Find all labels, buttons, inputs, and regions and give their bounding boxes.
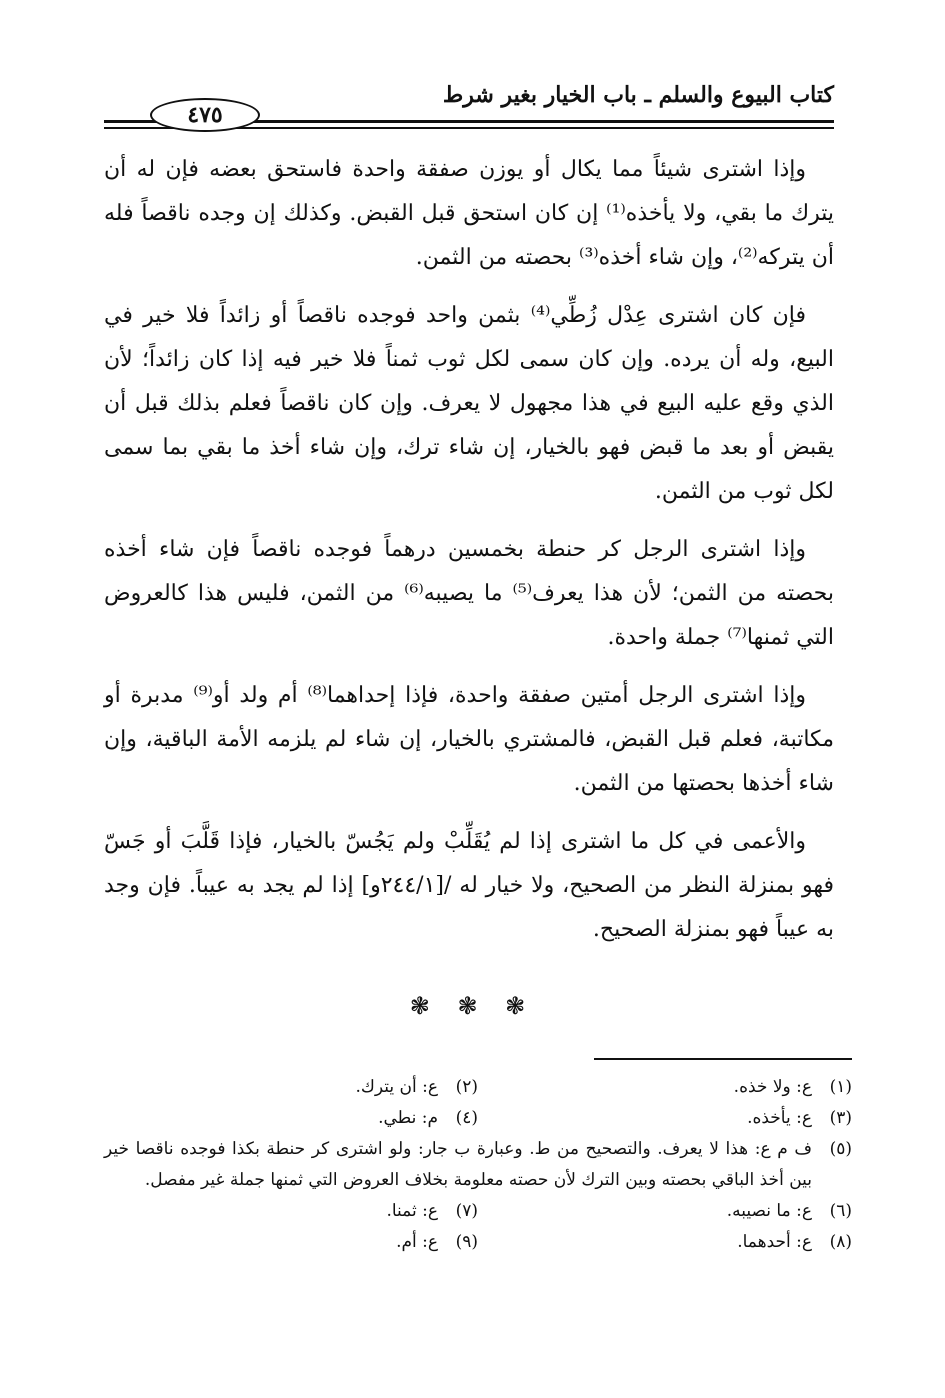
paragraph-2: فإن كان اشترى عِدْل زُطِّي⁽⁴⁾ بثمن واحد فوجده ناقصاً أو زائداً فلا خير في البيع، وله أن يرده. وإن كان سمى لكل ثوب ثمناً فلا خير فيه إذا كان زائداً؛ لأن الذي وقع عليه البيع في هذا مجهول لا يعرف. وإن كان ناقصاً فعلم بذلك قبل أن يقبض أو بعد ما قبض فهو بالخيار، إن شاء ترك، وإن شاء أخذ ما بقي بما سمى لكل ثوب من الثمن.	[104, 303, 834, 504]
footnote-text: ع: ثمنا.	[386, 1201, 438, 1221]
footnote-number: (٧)	[455, 1201, 478, 1221]
footnote-number: (٦)	[829, 1201, 852, 1221]
footnote-7	[104, 1196, 478, 1227]
footnote-text: ع: ولا خذه.	[733, 1077, 812, 1097]
page-number: ٤٧٥	[150, 98, 260, 132]
footnote-5	[104, 1134, 852, 1196]
page-header	[104, 82, 834, 132]
footnote-text: ع: ما نصيبه.	[726, 1201, 812, 1221]
footnote-number: (٥)	[829, 1139, 852, 1159]
footnote-number: (٩)	[455, 1232, 478, 1252]
footnote-number: (١)	[829, 1077, 852, 1097]
footnote-3	[478, 1103, 852, 1134]
footnote-text: م: نطي.	[378, 1108, 438, 1128]
paragraph-4: وإذا اشترى الرجل أمتين صفقة واحدة، فإذا إحداهما⁽⁸⁾ أم ولد أو⁽⁹⁾ مدبرة أو مكاتبة، فعلم قبل القبض، فالمشتري بالخيار، إن شاء لم يلزمه الأمة الباقية، وإن شاء أخذها بحصتها من الثمن.	[104, 683, 834, 796]
footnote-number: (٢)	[455, 1077, 478, 1097]
paragraph-3: وإذا اشترى الرجل كر حنطة بخمسين درهماً فوجده ناقصاً فإن شاء أخذه بحصته من الثمن؛ لأن هذا يعرف⁽⁵⁾ ما يصيبه⁽⁶⁾ من الثمن، فليس هذا كالعروض التي ثمنها⁽⁷⁾ جملة واحدة.	[104, 537, 834, 650]
footnote-2	[104, 1072, 478, 1103]
footnote-number: (٨)	[829, 1232, 852, 1252]
footnote-text: ع: أن يترك.	[355, 1077, 438, 1097]
paragraph-1: وإذا اشترى شيئاً مما يكال أو يوزن صفقة واحدة فاستحق بعضه فإن له أن يترك ما بقي، ولا يأخذه⁽¹⁾ إن كان استحق قبل القبض. وكذلك إن وجده ناقصاً فله أن يتركه⁽²⁾، وإن شاء أخذه⁽³⁾ بحصته من الثمن.	[104, 157, 834, 270]
footnotes	[104, 1072, 852, 1258]
footnote-row	[104, 1227, 852, 1258]
footnote-8	[478, 1227, 852, 1258]
paragraph-5: والأعمى في كل ما اشترى إذا لم يُقَلِّبْ ولم يَجُسّ بالخيار، فإذا قَلَّبَ أو جَسّ فهو بمنزلة النظر من الصحيح، ولا خيار له /[٢٤٤/١و] إذا لم يجد به عيباً. فإن وجد به عيباً فهو بمنزلة الصحيح.	[104, 829, 834, 942]
footnote-1	[478, 1072, 852, 1103]
section-separator: ❃ ❃ ❃	[409, 992, 536, 1020]
footnote-text: ع: أحدهما.	[737, 1232, 812, 1252]
footnote-4	[104, 1103, 478, 1134]
footnote-6	[478, 1196, 852, 1227]
footnote-text: ع: أم.	[396, 1232, 438, 1252]
footnote-number: (٤)	[455, 1108, 478, 1128]
footnote-rule	[594, 1058, 852, 1060]
footnote-text: ف م ع: هذا لا يعرف. والتصحيح من ط. وعبارة ب جار: ولو اشترى كر حنطة بكذا فوجده ناقصا خير بين أخذ الباقي بحصته وبين الترك لأن حصته معلومة بخلاف العروض التي ثمنها جملة غير مفصل.	[104, 1139, 812, 1190]
footnote-row	[104, 1196, 852, 1227]
running-title: كتاب البيوع والسلم ـ باب الخيار بغير شرط	[442, 82, 834, 108]
footnote-9	[104, 1227, 478, 1258]
footnote-row	[104, 1072, 852, 1103]
main-text	[104, 148, 834, 966]
footnote-number: (٣)	[829, 1108, 852, 1128]
footnote-text: ع: يأخذه.	[747, 1108, 812, 1128]
footnote-row	[104, 1103, 852, 1134]
